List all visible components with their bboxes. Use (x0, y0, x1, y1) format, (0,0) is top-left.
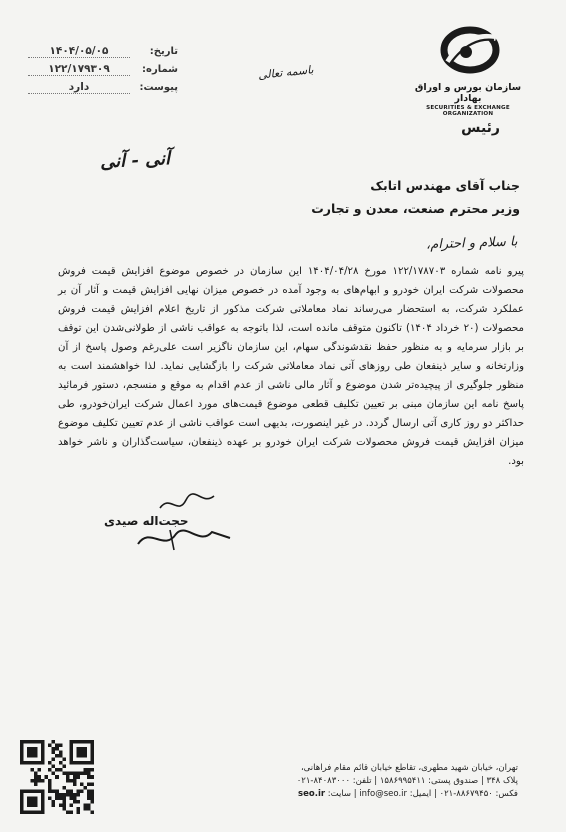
date-row (28, 42, 178, 60)
footer-line-1: تهران، خیابان شهید مطهری، تقاطع خیابان قائم مقام فراهانی، (300, 763, 518, 773)
date-label: تاریخ: (149, 45, 178, 57)
number-label: شماره: (142, 63, 178, 75)
signatory-name: حجت‌اله صیدی (104, 514, 189, 528)
seo-logo-icon (436, 22, 500, 80)
letter-meta (28, 42, 178, 96)
attachment-label: پیوست: (139, 81, 178, 93)
footer-line-3 (218, 788, 518, 801)
qr-code-icon (20, 740, 94, 814)
attachment-value: دارد (28, 81, 130, 94)
footer-contact: فکس: ۸۸۶۷۹۴۵۰-۰۲۱ | ایمیل: info@seo.ir | سایت: (327, 789, 518, 799)
letter-body (58, 262, 524, 471)
logo-name-fa: سازمان بورس و اوراق بهادار (414, 82, 522, 104)
logo-name-en: SECURITIES & EXCHANGE ORGANIZATION (426, 105, 510, 117)
number-row (28, 60, 178, 78)
footer-address (218, 762, 518, 801)
date-value: ۱۴۰۴/۰۵/۰۵ (28, 45, 130, 58)
organization-logo (412, 22, 524, 117)
footer-line-2: پلاک ۳۴۸ | صندوق پستی: ۱۵۸۶۹۹۵۴۱۱ | تلفن: ۸۴۰۸۳۰۰۰-۰۲۱ (296, 776, 518, 786)
greeting: با سلام و احترام، (426, 234, 519, 253)
basmala: باسمه تعالی (257, 63, 315, 82)
body-paragraph: پیرو نامه شماره ۱۲۲/۱۷۸۷۰۳ مورخ ۱۴۰۴/۰۴/۲۸ این سازمان در خصوص موضوع افزایش قیمت فروش محصولات شرکت ایران خودرو و ابهام‌های به وجود آمده در خصوص میزان نهایی افزایش قیمت و آثار آن بر عملکرد شرکت، به استحضار می‌رساند نماد معاملاتی شرکت مذکور از تاریخ اعلام افزایش قیمت فروش محصولات (۲۰ خرداد ۱۴۰۴) تاکنون متوقف مانده است، لذا باتوجه به عواقب ناشی از طولانی‌شدن این توقف بر بازار سرمایه و به منظور حفظ نقدشوندگی سهام، این سازمان ناگزیر است علی‌رغم وصول پاسخ از آن وزارتخانه و سایر ذینفعان طی روزهای آتی نماد معاملاتی شرکت را بازگشایی نماید. لذا خواهشمند است به منظور جلوگیری از پیچیده‌تر شدن موضوع و آثار مالی ناشی از عدم اقدام به موقع و منسجم، دستور فرمائید پاسخ نامه این سازمان مبنی بر تعیین تکلیف قطعی موضوع قیمت‌های مورد اعمال شرکت ایران‌خودرو، طی حداکثر دو روز کاری آتی ارسال گردد. در غیر اینصورت، بدیهی است عواقب ناشی از عدم تعیین تکلیف موضوع میزان افزایش قیمت فروش محصولات شرکت ایران خودرو بر عهده ذینفعان، سیاست‌گذاران و ناشر خواهد بود. (58, 266, 525, 467)
sender-role: رئیس (461, 120, 500, 136)
number-value: ۱۲۲/۱۷۹۳۰۹ (28, 63, 130, 76)
recipient-name: جناب آقای مهندس اتابک (370, 178, 520, 193)
urgent-note: آنی - آنی (99, 148, 171, 173)
recipient-title: وزیر محترم صنعت، معدن و تجارت (311, 201, 520, 216)
recipient-block (311, 178, 520, 224)
footer-website: seo.ir (298, 789, 326, 799)
attachment-row (28, 78, 178, 96)
